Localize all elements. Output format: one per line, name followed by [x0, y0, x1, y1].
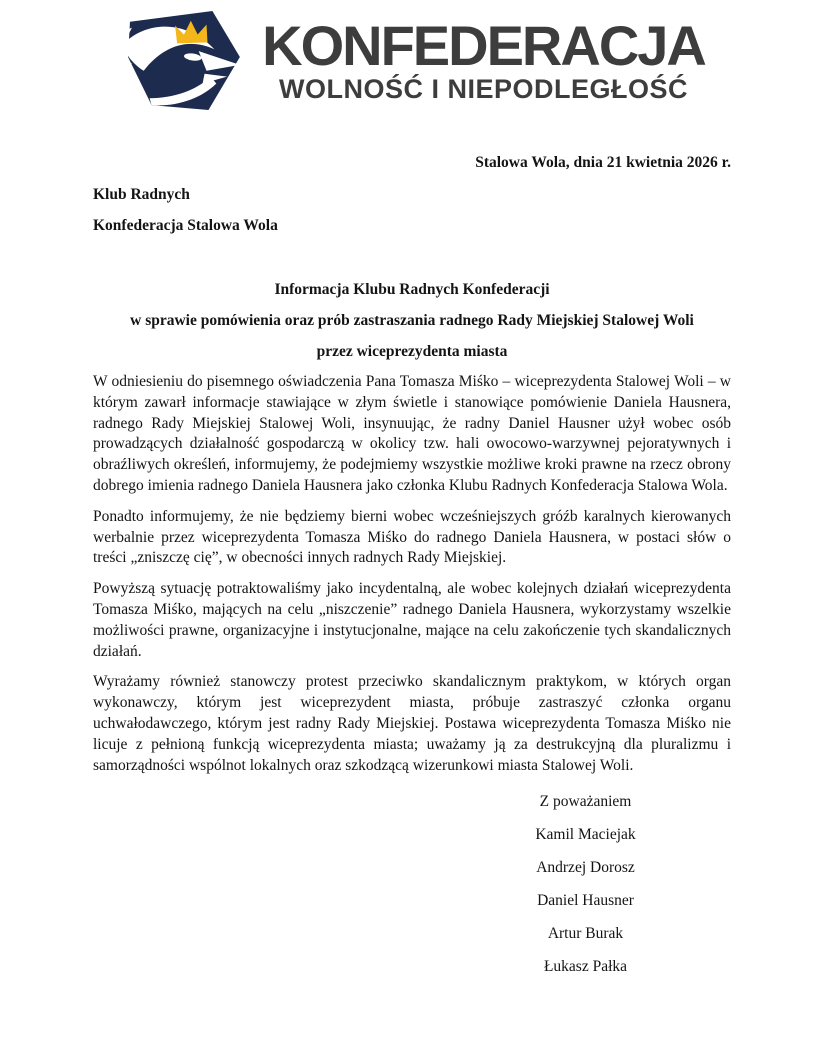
signatory-name: Andrzej Dorosz: [536, 859, 635, 877]
logo-title: KONFEDERACJA: [262, 14, 705, 78]
sender-org-name: Konfederacja Stalowa Wola: [93, 217, 278, 234]
date-line: Stalowa Wola, dnia 21 kwietnia 2026 r.: [475, 154, 731, 171]
signatory-name: Artur Burak: [547, 925, 624, 943]
signatory-name: Kamil Maciejak: [535, 826, 636, 844]
paragraph-2: Ponadto informujemy, że nie będziemy bierni wobec wcześniejszych gróźb karalnych kierowanych werbalnie przez wiceprezydenta Tomasza Miśko do radnego Daniela Hausnera, w postaci słów o treści „zniszczę cię”, w obecności innych radnych Rady Miejskiej.: [93, 507, 731, 567]
crowned-eagle-shield-icon: [116, 8, 246, 112]
letter-title-block: [93, 279, 731, 362]
signatory-name: Daniel Hausner: [537, 892, 634, 910]
sender-club-name: Klub Radnych: [93, 186, 190, 203]
signatory-name: Łukasz Pałka: [543, 958, 628, 976]
letter-paragraphs: [93, 372, 731, 776]
paragraph-4: Wyrażamy również stanowczy protest przeciwko skandalicznym praktykom, w których organ wykonawczy, którym jest wiceprezydent miasta, próbuje zastraszyć członka organu uchwałodawczego, którym jest radny Rady Miejskiej. Postawa wiceprezydenta Tomasza Miśko nie licuje z pełnioną funkcją wiceprezydenta miasta; uważamy ją za destrukcyjną dla pluralizmu i samorządności wspólnot lokalnych oraz szkodzącą wizerunkowi miasta Stalowej Woli.: [93, 673, 731, 774]
logo-wordmark: [262, 14, 705, 104]
paragraph-1: W odniesieniu do pisemnego oświadczenia Pana Tomasza Miśko – wiceprezydenta Stalowej Woli – w którym zawarł informacje stawiające w złym świetle i stanowiące pomówienie Daniela Hausnera, radnego Rady Miejskiej Stalowej Woli, insynuując, że radny Daniel Hausner użył wobec osób prowadzących działalność gospodarczą w okolicy tzw. hali owocowo-warzywnej pejoratywnych i obraźliwych określeń, informujemy, że podejmiemy wszystkie możliwe kroki prawne na rzecz obrony dobrego imienia radnego Daniela Hausnera jako członka Klubu Radnych Konfederacja Stalowa Wola.: [93, 373, 731, 494]
paragraph-3: Powyższą sytuację potraktowaliśmy jako incydentalną, ale wobec kolejnych działań wiceprezydenta Tomasza Miśko, mających na celu „niszczenie” radnego Daniela Hausnera, wykorzystamy wszelkie możliwości prawne, organizacyjne i instytucjonalne, mające na celu zakończenie tych skandalicznych działań.: [93, 580, 731, 660]
letter-title-line-1: Informacja Klubu Radnych Konfederacji: [274, 281, 550, 298]
logo-subtitle: WOLNOŚĆ I NIEPODLEGŁOŚĆ: [278, 73, 688, 104]
letter-content: [93, 152, 731, 977]
signature-block: [440, 791, 731, 977]
konfederacja-logo: [0, 0, 821, 112]
letter-title-line-3: przez wiceprezydenta miasta: [316, 343, 508, 360]
letter-title-line-2: w sprawie pomówienia oraz prób zastraszania radnego Rady Miejskiej Stalowej Woli: [130, 312, 694, 329]
closing-phrase: Z poważaniem: [539, 793, 632, 811]
